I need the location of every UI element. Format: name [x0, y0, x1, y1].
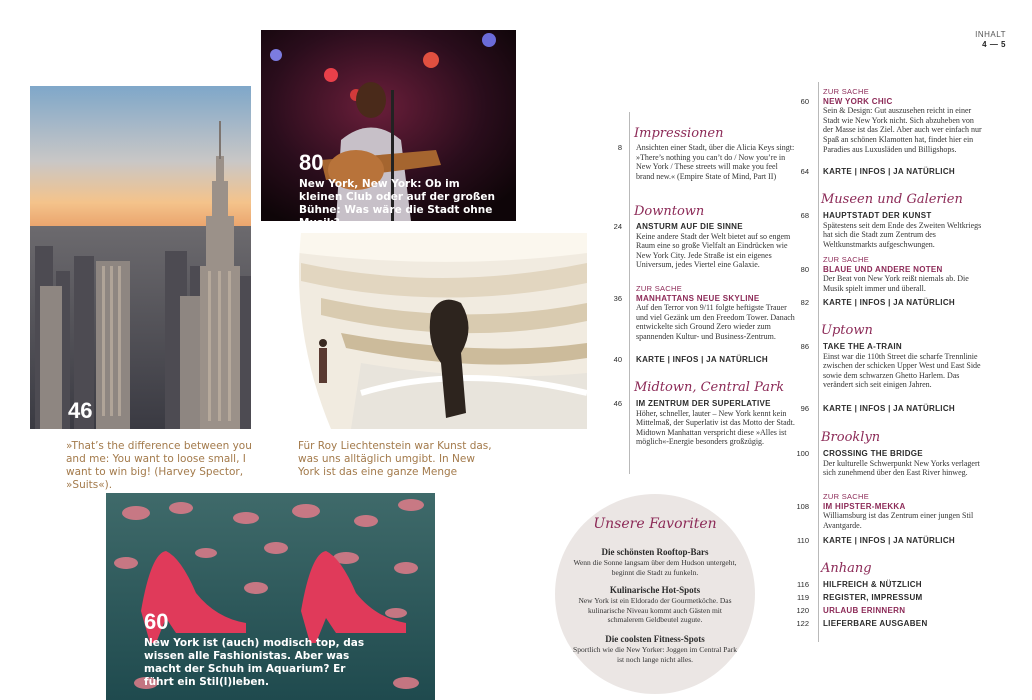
entry-title: LIEFERBARE AUSGABEN [823, 619, 928, 628]
entry-kicker: ZUR SACHE [636, 284, 683, 293]
skyline-image [30, 86, 251, 429]
toc-entry[interactable] [613, 284, 796, 342]
shoes-photo [106, 493, 435, 700]
page-number: 8 [617, 143, 622, 152]
entry-text: Der kulturelle Schwerpunkt New Yorks verlagert sich zunehmend über den East River hinweg. [823, 458, 980, 478]
toc-entry[interactable] [800, 298, 983, 308]
toc-entry[interactable] [797, 580, 983, 590]
page-number: 60 [800, 97, 809, 106]
page-number: 122 [796, 619, 809, 628]
section-heading-midtown: Midtown, Central Park [634, 380, 785, 395]
page-number: 68 [800, 211, 809, 220]
entry-title: IM ZENTRUM DER SUPERLATIVE [636, 399, 771, 408]
skyline-photo [30, 86, 251, 429]
entry-text: Williamsburg ist das Zentrum einer jungen Stil Avantgarde. [823, 511, 974, 530]
entry-kicker: ZUR SACHE [823, 87, 870, 96]
toc-entry[interactable] [800, 255, 983, 293]
toc-entry[interactable] [800, 167, 983, 177]
entry-title: URLAUB ERINNERN [823, 606, 906, 615]
toc-entry[interactable] [796, 619, 983, 629]
page-number: 24 [613, 222, 622, 231]
entry-text: Spätestens seit dem Ende des Zweiten Weltkriegs hat sich die Stadt zum Zentrum des Weltkunstmarkts aufgeschwungen. [823, 220, 982, 249]
favorite-item[interactable] [571, 633, 739, 664]
entry-kicker: ZUR SACHE [823, 492, 870, 501]
page-number: 40 [613, 355, 622, 364]
page-number: 86 [800, 342, 809, 351]
photo-page-number: 46 [68, 398, 93, 423]
section-heading-museen: Museen und Galerien [821, 192, 963, 207]
concert-caption: New York, New York: Ob im kleinen Club oder auf der großen Bühne: Was wäre die Stadt ohne Musik? [299, 178, 495, 229]
favorite-text: New York ist ein Eldorado der Gourmetköche. Das kulinarische Niveau kommt auch Gästen mit schmalerem Geldbeutel zugute. [578, 596, 732, 624]
entry-title: MANHATTANS NEUE SKYLINE [636, 293, 760, 303]
entry-text: Höher, schneller, lauter – New York kennt kein Mittelmaß, der Superlativ ist das Motto der Stadt. Midtown Manhattan verspricht diese »Alles ist möglich«-Energie besonders großzügig. [636, 408, 795, 447]
entry-title: CROSSING THE BRIDGE [823, 449, 923, 458]
page-number: 108 [796, 502, 809, 511]
page-number: 116 [797, 580, 809, 589]
toc-entry[interactable] [797, 536, 983, 546]
page-range: 4 — 5 [982, 40, 1006, 49]
toc-entry[interactable] [800, 404, 983, 414]
favorite-text: Wenn die Sonne langsam über dem Hudson untergeht, beginnt die Stadt zu funkeln. [573, 558, 737, 577]
toc-entry[interactable] [796, 492, 983, 530]
page-number: 110 [797, 536, 809, 545]
entry-kicker: ZUR SACHE [823, 255, 870, 264]
entry-title: IM HIPSTER-MEKKA [823, 501, 906, 511]
favorite-item[interactable] [571, 546, 739, 577]
toc-entry[interactable] [613, 222, 796, 270]
page-number: 82 [800, 298, 809, 307]
museum-caption: Für Roy Liechtenstein war Kunst das, was uns alltäglich umgibt. In New York ist das eine ganze Menge [298, 440, 492, 478]
entry-title: NEW YORK CHIC [823, 96, 893, 106]
page-number: 96 [800, 404, 809, 413]
section-heading-downtown: Downtown [634, 204, 705, 219]
entry-text: Keine andere Stadt der Welt bietet auf so engem Raum eine so große Vielfalt an Eindrücken wie New York City. Jede Straße ist ein eigenes Universum, jedes Viertel eine Galaxie. [636, 231, 791, 270]
entry-text: Auf den Terror von 9/11 folgte heftigste Trauer und viel Gezänk um den Freedom Tower. Danach entwickelte sich Ground Zero wieder zum spannenden Kultur- und Business-Zentrum. [636, 303, 795, 341]
photo-page-number: 60 [144, 609, 169, 634]
favorite-title: Kulinarische Hot-Spots [609, 585, 701, 595]
concert-photo [261, 30, 516, 229]
toc-entry[interactable] [796, 449, 983, 478]
section-marker [975, 30, 1006, 50]
column-divider [818, 82, 819, 642]
favorites-box [555, 494, 755, 694]
section-heading-brooklyn: Brooklyn [821, 430, 881, 445]
section-heading-anhang: Anhang [821, 561, 872, 576]
entry-text: Der Beat von New York reißt niemals ab. Die Musik spielt immer und überall. [823, 274, 969, 293]
toc-entry[interactable] [613, 399, 796, 447]
photo-page-number: 71 [299, 399, 324, 424]
entry-text: Sein & Design: Gut auszusehen reicht in einer Stadt wie New York nicht. Sich abzuheben von der Masse ist das Ziel. Aber auch wer einfach nur Spaß an schönen Klamotten hat, findet hier ein Paradies aus Luxusläden und Billigshops. [823, 106, 982, 154]
toc-entry[interactable] [800, 342, 983, 390]
favorite-item[interactable] [571, 584, 739, 625]
toc-entry[interactable] [800, 211, 983, 249]
entry-title: HILFREICH & NÜTZLICH [823, 580, 922, 589]
section-heading-impressionen: Impressionen [634, 126, 724, 141]
entry-title: REGISTER, IMPRESSUM [823, 593, 923, 602]
page-number: 46 [613, 399, 622, 408]
entry-title: KARTE | INFOS | JA NATÜRLICH [636, 355, 768, 364]
page-number: 119 [797, 593, 809, 602]
favorite-title: Die coolsten Fitness-Spots [605, 634, 705, 644]
column-divider [629, 112, 630, 474]
entry-title: KARTE | INFOS | JA NATÜRLICH [823, 167, 955, 176]
favorite-text: Sportlich wie die New Yorker: Joggen im Central Park ist noch lange nicht alles. [573, 645, 737, 664]
toc-entry[interactable] [797, 593, 983, 603]
page-number: 36 [613, 294, 622, 303]
entry-title: KARTE | INFOS | JA NATÜRLICH [823, 404, 955, 413]
section-heading-uptown: Uptown [821, 323, 873, 338]
entry-text: Ansichten einer Stadt, über die Alicia Keys singt: »There’s nothing you can’t do / Now you’re in New York / These streets will make you feel brand new.« (Empire State of Mind, Part II) [636, 143, 795, 181]
skyline-caption: »That’s the difference between you and me: You want to loose small, I want to win big! (Harvey Spector, »Suits«). [66, 440, 252, 491]
entry-title: HAUPTSTADT DER KUNST [823, 211, 932, 220]
page-number: 64 [800, 167, 809, 176]
entry-title: BLAUE UND ANDERE NOTEN [823, 264, 943, 274]
entry-title: KARTE | INFOS | JA NATÜRLICH [823, 536, 955, 545]
page-number: 80 [800, 265, 809, 274]
section-label: INHALT [975, 30, 1006, 39]
page-number: 120 [796, 606, 809, 615]
photo-page-number: 80 [299, 150, 324, 175]
toc-entry[interactable] [617, 143, 796, 181]
museum-photo [261, 233, 587, 429]
favorites-heading: Unsere Favoriten [593, 516, 717, 532]
toc-entry[interactable] [613, 355, 796, 365]
entry-title: KARTE | INFOS | JA NATÜRLICH [823, 298, 955, 307]
entry-title: TAKE THE A-TRAIN [823, 342, 903, 351]
toc-entry[interactable] [800, 87, 983, 154]
entry-title: ANSTURM AUF DIE SINNE [636, 222, 743, 231]
favorite-title: Die schönsten Rooftop-Bars [601, 547, 709, 557]
toc-entry[interactable] [796, 606, 983, 616]
shoes-caption: New York ist (auch) modisch top, das wissen alle Fashionistas. Aber was macht der Schuh im Aquarium? Er führt ein Stil(l)leben. [144, 637, 365, 688]
entry-text: Einst war die 110th Street die scharfe Trennlinie zwischen der schicken Upper West und East Side sowie dem schwarzen Ghetto Harlem. Das verändert sich seit einigen Jahren. [823, 351, 981, 390]
page-number: 100 [796, 449, 809, 458]
